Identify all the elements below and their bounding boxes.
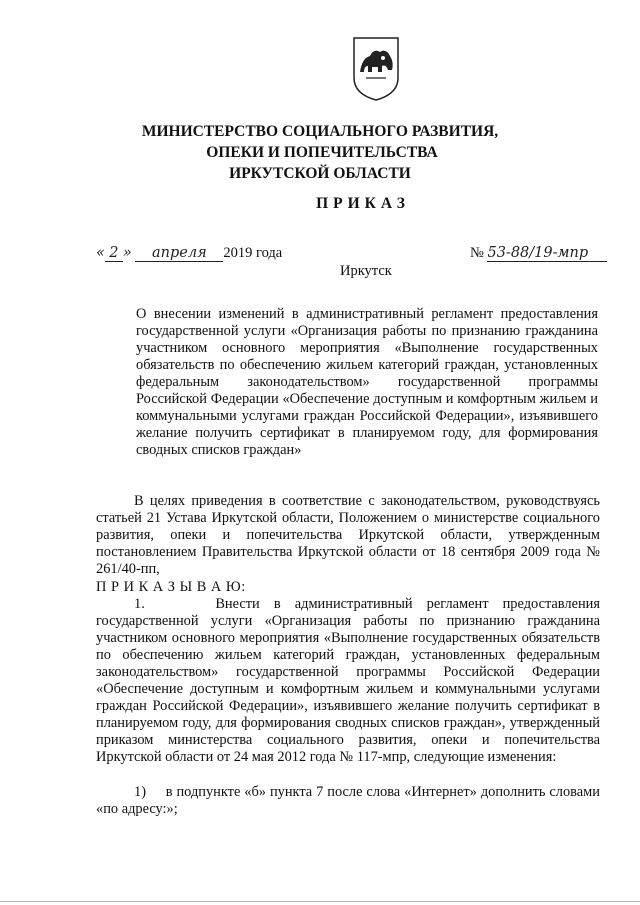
order-date [96, 245, 282, 262]
order-word: П Р И К А З Ы В А Ю: [96, 579, 246, 595]
order-number [470, 245, 607, 262]
number-sign: № [470, 245, 484, 261]
ministry-header [0, 121, 640, 184]
date-quote-close: » [122, 245, 132, 261]
preamble-paragraph: В целях приведения в соответствие с законодательством, руководствуясь статьей 21 Устава Иркутской области, Положением о министерстве социального развития, опеки и попечительства Иркутской области, утвержденным постановлением Правительства Иркутской области от 18 сентября 2009 года № 261/40-пп, [96, 493, 600, 577]
city: Иркутск [340, 263, 392, 279]
document-type-title: ПРИКАЗ [316, 195, 410, 212]
item-1-paragraph: 1. Внести в административный регламент предоставления государственной услуги «Организация работы по признанию гражданина участником основного мероприятия «Выполнение государственных обязательств по обеспечению жильем категорий граждан, установленных федеральным законодательством» государственной программы Российской Федерации «Обеспечение доступным и комфортным жильем и коммунальными услугами граждан Российской Федерации», изъявившего желание получить сертификат в планируемом году, для формирования сводных списков граждан», утвержденный приказом министерства социального развития, опеки и попечительства Иркутской области от 24 мая 2012 года № 117-мпр, следующие изменения: [96, 596, 600, 765]
date-quote-open: « [96, 245, 105, 261]
date-year: 2019 года [223, 245, 283, 261]
date-day: 2 [105, 245, 123, 262]
ministry-line-2: ОПЕКИ И ПОПЕЧИТЕЛЬСТВА [206, 144, 438, 161]
page-bottom-edge [0, 901, 640, 902]
coat-of-arms-emblem [352, 36, 400, 102]
ministry-line-1: МИНИСТЕРСТВО СОЦИАЛЬНОГО РАЗВИТИЯ, [141, 123, 499, 140]
item-1-1-paragraph: 1) в подпункте «б» пункта 7 после слова «Интернет» дополнить словами «по адресу:»; [96, 784, 600, 817]
number-value: 53-88/19-мпр [487, 245, 607, 262]
date-month: апреля [135, 245, 223, 262]
order-subject: О внесении изменений в административный регламент предоставления государственной услуги «Организация работы по признанию гражданина участником основного мероприятия «Выполнение государственных обязательств по обеспечению жильем категорий граждан, установленных федеральным законодательством» государственной программы Российской Федерации «Обеспечение доступным и комфортным жильем и коммунальными услугами граждан Российской Федерации», изъявившего желание получить сертификат в планируемом году, для формирования сводных списков граждан» [136, 306, 598, 458]
ministry-line-3: ИРКУТСКОЙ ОБЛАСТИ [229, 165, 411, 182]
